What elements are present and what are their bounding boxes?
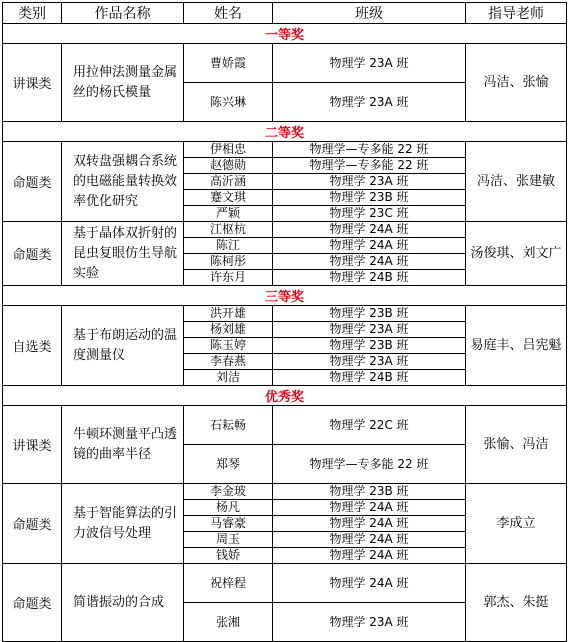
student-name-cell: 刘洁 bbox=[184, 370, 273, 386]
table-row bbox=[3, 564, 567, 603]
teacher-cell: 冯洁、张建敏 bbox=[466, 142, 567, 222]
student-name-cell: 钱娇 bbox=[184, 548, 273, 564]
award-row bbox=[3, 386, 567, 406]
student-name-cell: 祝梓程 bbox=[184, 564, 273, 603]
student-name-cell: 李春燕 bbox=[184, 354, 273, 370]
class-cell: 物理学 24A 班 bbox=[273, 564, 466, 603]
class-cell: 物理学 23B 班 bbox=[273, 338, 466, 354]
teacher-cell: 李成立 bbox=[466, 484, 567, 564]
award-level: 一等奖 bbox=[3, 24, 567, 44]
table-row bbox=[3, 222, 567, 238]
class-cell: 物理学 24A 班 bbox=[273, 254, 466, 270]
class-cell: 物理学—专多能 22 班 bbox=[273, 445, 466, 484]
class-cell: 物理学 23A 班 bbox=[273, 44, 466, 83]
header-category: 类别 bbox=[3, 3, 62, 24]
category-cell: 命题类 bbox=[3, 484, 62, 564]
class-cell: 物理学 24A 班 bbox=[273, 548, 466, 564]
table-row bbox=[3, 44, 567, 83]
table-row bbox=[3, 406, 567, 445]
work-title-cell: 基于智能算法的引力波信号处理 bbox=[62, 484, 184, 564]
class-cell: 物理学 23A 班 bbox=[273, 322, 466, 338]
student-name-cell: 马睿豪 bbox=[184, 516, 273, 532]
category-cell: 命题类 bbox=[3, 564, 62, 642]
student-name-cell: 蹇文琪 bbox=[184, 190, 273, 206]
work-title-cell: 简谐振动的合成 bbox=[62, 564, 184, 642]
class-cell: 物理学—专多能 22 班 bbox=[273, 142, 466, 158]
award-table-body bbox=[3, 24, 567, 642]
class-cell: 物理学 22C 班 bbox=[273, 406, 466, 445]
class-cell: 物理学 24A 班 bbox=[273, 516, 466, 532]
work-title-cell: 基于布朗运动的温度测量仪 bbox=[62, 306, 184, 386]
class-cell: 物理学 24A 班 bbox=[273, 238, 466, 254]
teacher-cell: 汤俊琪、刘文广 bbox=[466, 222, 567, 286]
student-name-cell: 赵德勋 bbox=[184, 158, 273, 174]
student-name-cell: 杨凡 bbox=[184, 500, 273, 516]
table-row bbox=[3, 306, 567, 322]
category-cell: 命题类 bbox=[3, 142, 62, 222]
header-work: 作品名称 bbox=[62, 3, 184, 24]
work-title-cell: 用拉伸法测量金属丝的杨氏模量 bbox=[62, 44, 184, 122]
class-cell: 物理学 23B 班 bbox=[273, 484, 466, 500]
category-cell: 自选类 bbox=[3, 306, 62, 386]
student-name-cell: 李金玻 bbox=[184, 484, 273, 500]
class-cell: 物理学 23B 班 bbox=[273, 306, 466, 322]
class-cell: 物理学 23A 班 bbox=[273, 83, 466, 122]
class-cell: 物理学 24B 班 bbox=[273, 370, 466, 386]
category-cell: 命题类 bbox=[3, 222, 62, 286]
student-name-cell: 高沂涵 bbox=[184, 174, 273, 190]
student-name-cell: 陈兴琳 bbox=[184, 83, 273, 122]
award-row bbox=[3, 286, 567, 306]
student-name-cell: 杨刘雄 bbox=[184, 322, 273, 338]
teacher-cell: 郭杰、朱挺 bbox=[466, 564, 567, 642]
student-name-cell: 陈玉婷 bbox=[184, 338, 273, 354]
student-name-cell: 严颖 bbox=[184, 206, 273, 222]
award-row bbox=[3, 24, 567, 44]
student-name-cell: 张湘 bbox=[184, 603, 273, 642]
class-cell: 物理学—专多能 22 班 bbox=[273, 158, 466, 174]
student-name-cell: 江枢杭 bbox=[184, 222, 273, 238]
award-row bbox=[3, 122, 567, 142]
class-cell: 物理学 24A 班 bbox=[273, 222, 466, 238]
award-table bbox=[2, 2, 567, 642]
teacher-cell: 张愉、冯洁 bbox=[466, 406, 567, 484]
class-cell: 物理学 24A 班 bbox=[273, 532, 466, 548]
student-name-cell: 洪开雄 bbox=[184, 306, 273, 322]
class-cell: 物理学 23A 班 bbox=[273, 174, 466, 190]
table-row bbox=[3, 142, 567, 158]
class-cell: 物理学 23A 班 bbox=[273, 603, 466, 642]
work-title-cell: 牛顿环测量平凸透镜的曲率半径 bbox=[62, 406, 184, 484]
work-title-cell: 双转盘强耦合系统的电磁能量转换效率优化研究 bbox=[62, 142, 184, 222]
teacher-cell: 易庭丰、吕宪魁 bbox=[466, 306, 567, 386]
student-name-cell: 许东月 bbox=[184, 270, 273, 286]
header-teacher: 指导老师 bbox=[466, 3, 567, 24]
award-level: 二等奖 bbox=[3, 122, 567, 142]
class-cell: 物理学 23B 班 bbox=[273, 190, 466, 206]
class-cell: 物理学 23C 班 bbox=[273, 206, 466, 222]
student-name-cell: 陈江 bbox=[184, 238, 273, 254]
class-cell: 物理学 23A 班 bbox=[273, 354, 466, 370]
header-row bbox=[3, 3, 567, 24]
header-class: 班级 bbox=[273, 3, 466, 24]
student-name-cell: 石耘畅 bbox=[184, 406, 273, 445]
category-cell: 讲课类 bbox=[3, 406, 62, 484]
award-level: 三等奖 bbox=[3, 286, 567, 306]
student-name-cell: 陈柯彤 bbox=[184, 254, 273, 270]
table-row bbox=[3, 484, 567, 500]
class-cell: 物理学 24B 班 bbox=[273, 270, 466, 286]
student-name-cell: 郑琴 bbox=[184, 445, 273, 484]
student-name-cell: 曹娇霞 bbox=[184, 44, 273, 83]
award-level: 优秀奖 bbox=[3, 386, 567, 406]
category-cell: 讲课类 bbox=[3, 44, 62, 122]
teacher-cell: 冯洁、张愉 bbox=[466, 44, 567, 122]
class-cell: 物理学 24A 班 bbox=[273, 500, 466, 516]
header-name: 姓名 bbox=[184, 3, 273, 24]
student-name-cell: 周玉 bbox=[184, 532, 273, 548]
student-name-cell: 伊相忠 bbox=[184, 142, 273, 158]
work-title-cell: 基于晶体双折射的昆虫复眼仿生导航实验 bbox=[62, 222, 184, 286]
